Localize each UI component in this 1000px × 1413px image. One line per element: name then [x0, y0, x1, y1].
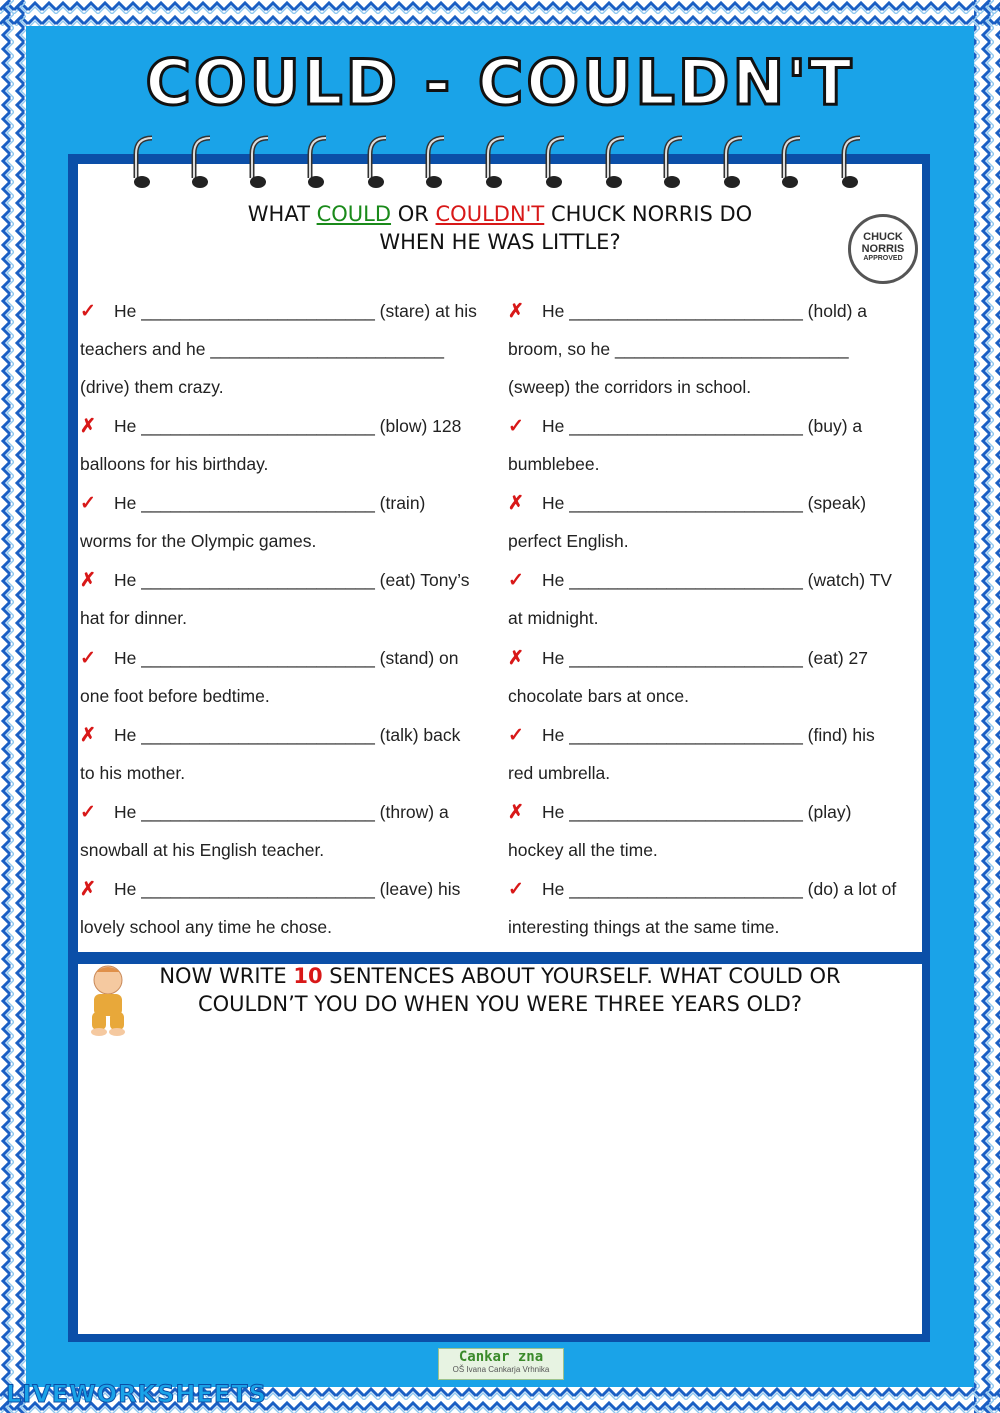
spiral-ring: [246, 132, 276, 192]
exercise-line-1[interactable]: [80, 716, 460, 754]
writing-answer-area[interactable]: [78, 964, 922, 1334]
exercise-line-2[interactable]: broom, so he ________________________: [508, 339, 849, 359]
exercise-text: He ________________________ (eat) Tony’s: [114, 570, 470, 591]
exercise-line-2: snowball at his English teacher.: [80, 839, 325, 860]
spiral-ring: [778, 132, 808, 192]
check-icon: ✓: [508, 879, 524, 901]
exercise-line-1[interactable]: [80, 639, 458, 677]
chuck-norris-approved-badge: [848, 214, 918, 284]
exercise-item: [508, 716, 928, 793]
exercise-line-2: hockey all the time.: [508, 839, 658, 860]
heading-line-2: WHEN HE WAS LITTLE?: [379, 230, 621, 254]
spiral-ring: [720, 132, 750, 192]
exercise-line-2: perfect English.: [508, 531, 629, 552]
writing-task-heading: [130, 962, 870, 1018]
task-text-2: SENTENCES ABOUT YOURSELF. WHAT COULD OR: [322, 964, 841, 988]
spiral-ring: [482, 132, 512, 192]
exercise-line-2: bumblebee.: [508, 454, 600, 474]
exercise-line-2: at midnight.: [508, 608, 599, 629]
exercise-item: [508, 484, 928, 561]
cross-icon: ✗: [508, 301, 524, 322]
exercise-line-2: to his mother.: [80, 762, 186, 783]
exercise-line-1[interactable]: [508, 292, 867, 330]
school-logo-subtitle: OŠ Ivana Cankarja Vrhnika: [452, 1365, 550, 1374]
exercise-item: [80, 870, 500, 947]
exercise-text: He ________________________ (stand) on: [114, 647, 459, 668]
cross-icon: ✗: [508, 493, 524, 515]
exercise-item: [508, 292, 928, 407]
check-icon: ✓: [508, 724, 524, 746]
exercise-line-1[interactable]: [80, 407, 461, 445]
exercise-text: He ________________________ (watch) TV: [542, 570, 892, 591]
task-number: 10: [293, 964, 323, 988]
spiral-ring: [602, 132, 632, 192]
exercise-line-2: hat for dinner.: [80, 608, 188, 629]
exercise-line-1[interactable]: [80, 870, 460, 908]
exercise-text: He ________________________ (speak): [542, 493, 867, 514]
exercise-item: [80, 407, 500, 484]
task-line-2: COULDN’T YOU DO WHEN YOU WERE THREE YEARS OLD?: [197, 992, 802, 1016]
spiral-ring: [130, 132, 160, 192]
exercise-item: [80, 639, 500, 716]
spiral-ring: [660, 132, 690, 192]
exercise-text: He ________________________ (eat) 27: [542, 647, 868, 668]
exercise-text: He ________________________ (do) a lot of: [542, 879, 897, 900]
exercise-line-1[interactable]: [80, 484, 425, 522]
liveworksheets-brand: LIVEWORKSHEETS: [6, 1380, 267, 1408]
spiral-ring: [838, 132, 868, 192]
exercise-item: [80, 561, 500, 638]
exercise-line-3: (drive) them crazy.: [80, 376, 224, 397]
exercise-line-2: one foot before bedtime.: [80, 685, 270, 706]
badge-line-1: CHUCK: [863, 231, 903, 243]
cross-icon: ✗: [80, 879, 96, 901]
exercise-line-1[interactable]: [80, 292, 477, 330]
exercise-text: He ________________________ (train): [114, 493, 426, 514]
spiral-ring: [422, 132, 452, 192]
exercise-item: [508, 793, 928, 870]
heading-couldnt: COULDN'T: [435, 202, 545, 226]
heading-text-1: WHAT: [247, 202, 317, 226]
exercise-line-1[interactable]: [508, 870, 896, 908]
school-logo-name: Cankar zna: [458, 1349, 544, 1365]
exercise-line-1[interactable]: [508, 793, 851, 831]
exercise-item: [80, 793, 500, 870]
cross-icon: ✗: [80, 416, 96, 437]
exercise-line-2: red umbrella.: [508, 762, 611, 783]
exercise-item: [508, 639, 928, 716]
exercise-text: He ________________________ (play): [542, 801, 852, 822]
toddler-icon: [80, 962, 136, 1036]
exercise-item: [80, 716, 500, 793]
exercise-line-2: interesting things at the same time.: [508, 917, 780, 938]
exercise-line-2: balloons for his birthday.: [80, 454, 269, 474]
check-icon: ✓: [80, 301, 96, 322]
check-icon: ✓: [80, 801, 96, 823]
check-icon: ✓: [508, 416, 524, 437]
badge-line-3: APPROVED: [863, 255, 903, 262]
spiral-ring: [188, 132, 218, 192]
exercise-heading: [130, 200, 870, 256]
cross-icon: ✗: [80, 570, 96, 592]
exercise-line-1[interactable]: [508, 639, 868, 677]
exercise-text: He ________________________ (blow) 128: [114, 416, 462, 436]
exercise-item: [80, 292, 500, 407]
school-logo: [438, 1348, 564, 1380]
left-exercise-column: [80, 292, 500, 947]
exercise-item: [508, 870, 928, 947]
exercise-text: He ________________________ (find) his: [542, 724, 875, 745]
exercise-item: [508, 561, 928, 638]
page-title: COULD - COULDN'T: [145, 46, 855, 119]
exercise-line-1[interactable]: [508, 561, 892, 599]
exercise-line-1[interactable]: [508, 407, 862, 445]
badge-line-2: NORRIS: [861, 243, 905, 255]
exercise-line-3: (sweep) the corridors in school.: [508, 376, 752, 397]
exercise-line-1[interactable]: [80, 561, 470, 599]
exercise-line-2[interactable]: teachers and he ________________________: [80, 339, 444, 359]
exercise-line-1[interactable]: [80, 793, 449, 831]
exercise-text: He ________________________ (leave) his: [114, 879, 461, 900]
exercise-line-2: worms for the Olympic games.: [80, 531, 317, 552]
exercise-line-2: lovely school any time he chose.: [80, 917, 332, 938]
cross-icon: ✗: [80, 724, 96, 746]
cross-icon: ✗: [508, 801, 524, 823]
spiral-ring: [542, 132, 572, 192]
exercise-line-1[interactable]: [508, 484, 866, 522]
exercise-item: [508, 407, 928, 484]
exercise-text: He ________________________ (talk) back: [114, 724, 461, 745]
right-exercise-column: [508, 292, 928, 947]
check-icon: ✓: [80, 493, 96, 515]
heading-text-2: OR: [391, 202, 436, 226]
exercise-text: He ________________________ (buy) a: [542, 416, 863, 436]
check-icon: ✓: [80, 647, 96, 669]
exercise-text: He ________________________ (throw) a: [114, 801, 449, 822]
exercise-line-1[interactable]: [508, 716, 875, 754]
spiral-ring: [364, 132, 394, 192]
exercise-text: He ________________________ (hold) a: [542, 301, 868, 321]
heading-text-3: CHUCK NORRIS DO: [544, 202, 753, 226]
exercise-line-2: chocolate bars at once.: [508, 685, 689, 706]
task-text-1: NOW WRITE: [159, 964, 294, 988]
exercise-text: He ________________________ (stare) at his: [114, 301, 477, 321]
exercise-item: [80, 484, 500, 561]
heading-could: COULD: [316, 202, 392, 226]
cross-icon: ✗: [508, 647, 524, 669]
spiral-ring: [304, 132, 334, 192]
check-icon: ✓: [508, 570, 524, 592]
